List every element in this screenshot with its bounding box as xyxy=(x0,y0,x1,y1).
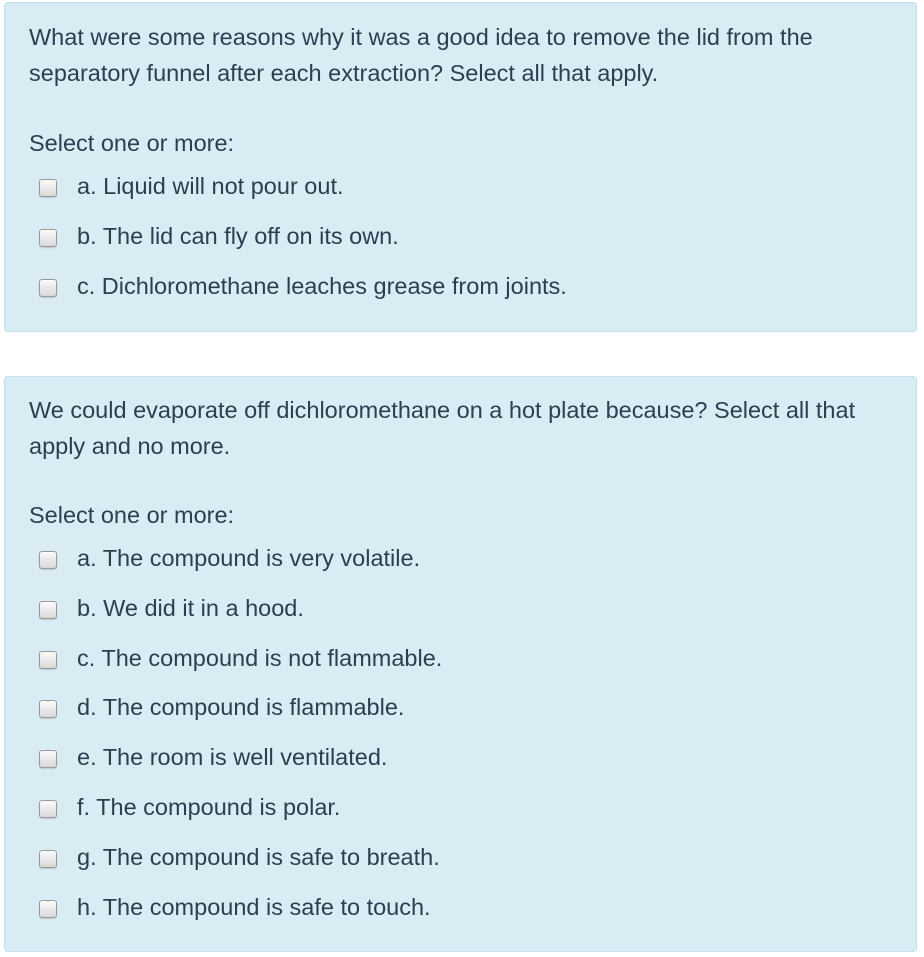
checkbox-a[interactable] xyxy=(39,551,57,569)
answer-label[interactable]: f. The compound is polar. xyxy=(77,793,341,820)
question-1 xyxy=(4,2,917,332)
answer-list xyxy=(39,541,442,939)
checkbox-d[interactable] xyxy=(39,700,57,718)
answer-option[interactable] xyxy=(39,740,442,790)
select-prompt: Select one or more: xyxy=(29,502,235,528)
checkbox-a[interactable] xyxy=(39,179,57,197)
select-prompt: Select one or more: xyxy=(29,130,235,156)
answer-label[interactable]: g. The compound is safe to breath. xyxy=(77,843,440,870)
checkbox-f[interactable] xyxy=(39,800,57,818)
answer-label[interactable]: b. We did it in a hood. xyxy=(77,594,304,621)
answer-label[interactable]: e. The room is well ventilated. xyxy=(77,744,388,771)
answer-option[interactable] xyxy=(39,840,442,890)
answer-label[interactable]: c. The compound is not flammable. xyxy=(77,644,443,671)
answer-option[interactable] xyxy=(39,219,567,269)
checkbox-e[interactable] xyxy=(39,750,57,768)
question-text: What were some reasons why it was a good idea to remove the lid from the separatory funnel after each extraction? Select all that apply. xyxy=(29,24,813,86)
answer-option[interactable] xyxy=(39,169,567,219)
checkbox-c[interactable] xyxy=(39,279,57,297)
answer-option[interactable] xyxy=(39,641,442,691)
answer-label[interactable]: a. The compound is very volatile. xyxy=(77,545,421,571)
answer-label[interactable]: a. Liquid will not pour out. xyxy=(77,173,344,199)
answer-option[interactable] xyxy=(39,541,442,591)
checkbox-b[interactable] xyxy=(39,229,57,247)
checkbox-h[interactable] xyxy=(39,900,57,918)
answer-option[interactable] xyxy=(39,591,442,641)
answer-label[interactable]: c. Dichloromethane leaches grease from joints. xyxy=(77,272,567,299)
checkbox-c[interactable] xyxy=(39,651,57,669)
question-text: We could evaporate off dichloromethane on a hot plate because? Select all that apply and no more. xyxy=(29,397,856,459)
answer-option[interactable] xyxy=(39,690,442,740)
answer-option[interactable] xyxy=(39,890,442,940)
answer-option[interactable] xyxy=(39,790,442,840)
answer-label[interactable]: b. The lid can fly off on its own. xyxy=(77,222,399,249)
checkbox-g[interactable] xyxy=(39,850,57,868)
answer-option[interactable] xyxy=(39,269,567,319)
answer-list xyxy=(39,169,567,318)
answer-label[interactable]: h. The compound is safe to touch. xyxy=(77,893,431,920)
question-2 xyxy=(4,376,917,952)
answer-label[interactable]: d. The compound is flammable. xyxy=(77,694,405,721)
checkbox-b[interactable] xyxy=(39,601,57,619)
